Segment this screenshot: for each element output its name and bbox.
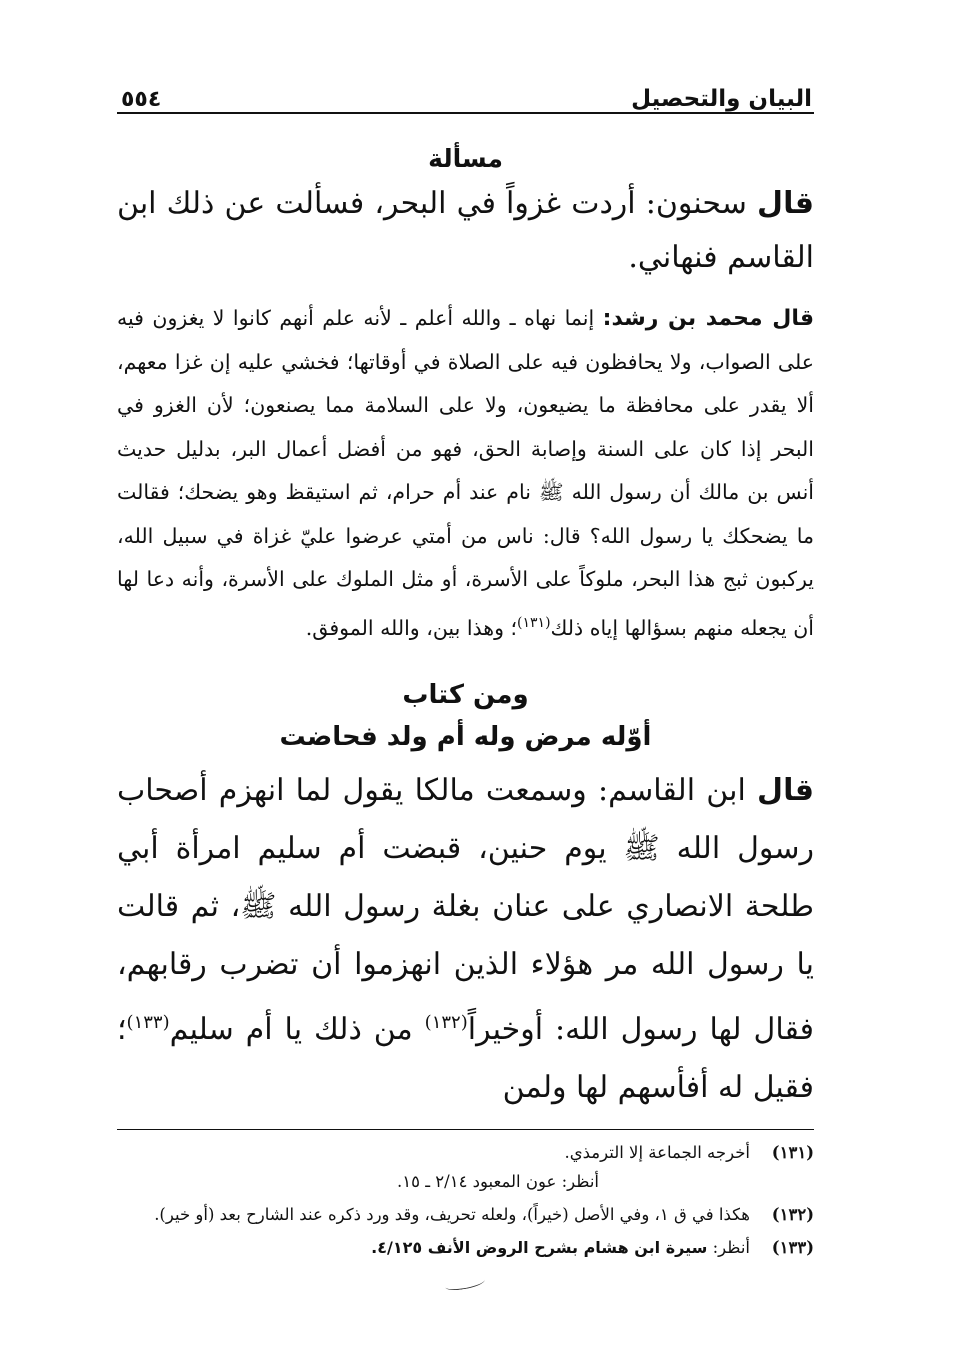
commentary-text: إنما نهاه ـ والله أعلم ـ لأنه علم أنهم كانوا لا يغزون فيه على الصواب، ولا يحافظون فيه على الصلاة في أوقاتها؛ فخشي عليه إن غزا معهم، ألا يقدر على محافظة ما يضيعون، ولا على السلامة مما يصنعون؛ لأن الغزو في البحر إذا كان على السنة وإصابة الحق، فهو من أفضل أعمال البر، بدليل حديث أنس بن مالك أن رسول الله ﷺ نام عند أم حرام، ثم استيقظ وهو يضحك؛ فقالت ما يضحكك يا رسول الله؟ قال: ناس من أمتي عرضوا عليّ غزاة في سبيل الله، يركبون ثبج هذا البحر، ملوكاً على الأسرة، أو مثل الملوك على الأسرة، وأنه دعا لها أن يجعله منهم بسؤالها إياه ذلك <box>117 306 814 640</box>
section-heading-masala: مسألة <box>428 144 503 173</box>
footnote-131 <box>117 1138 814 1167</box>
ibn-qasim-paragraph <box>117 762 814 1117</box>
paragraph-text-3: ؛ فقيل له أفأسهم لها ولمن <box>117 1011 814 1105</box>
footnote-number: (١٣٢) <box>771 1204 814 1224</box>
ibn-rushd-commentary <box>117 297 814 650</box>
commentary-tail: ؛ وهذا بين، والله الموفق. <box>305 615 518 640</box>
book-heading: ومن كتاب <box>402 679 529 710</box>
chapter-heading: أوّله مرض وله أم ولد فحاضت <box>279 721 652 752</box>
sahnun-paragraph <box>117 177 814 285</box>
footnote-divider <box>117 1129 814 1130</box>
footnote-body <box>117 1233 750 1262</box>
footnote-131-line2: أنظر: عون المعبود ٢/١٤ ـ ١٥. <box>396 1171 599 1191</box>
paragraph-text: سحنون: أردت غزواً في البحر، فسألت عن ذلك ابن القاسم فنهاني. <box>117 186 814 275</box>
paragraph-lead: قال <box>757 186 814 221</box>
running-header <box>117 70 814 114</box>
paragraph-text: ابن القاسم: وسمعت مالكا يقول لما انهزم أصحاب رسول الله ﷺ يوم حنين، قبضت أم سليم امرأة أبي طلحة الانصاري على عنان بغلة رسول الله ﷺ، ثم قالت يا رسول الله مر هؤلاء الذين انهزموا أن تضرب رقابهم، فقال لها رسول الله: أوخيراً <box>117 772 814 1047</box>
footnote-text: أخرجه الجماعة إلا الترمذي. <box>564 1142 750 1162</box>
footnote-number: (١٣١) <box>771 1142 814 1162</box>
footnote-132 <box>117 1200 814 1229</box>
footnote-ref-131: (١٣١) <box>517 614 551 631</box>
footnote-ref-133: (١٣٣) <box>126 1011 170 1033</box>
book-page <box>117 70 814 1262</box>
ink-mark <box>444 1275 485 1291</box>
footnote-text: سيرة ابن هشام بشرح الروض الأنف ٤/١٢٥. <box>371 1237 708 1257</box>
footnote-text: هكذا في ق ١، وفي الأصل (خيراً)، ولعله تحريف، وقد ورد ذكره عند الشارح بعد (أو خير). <box>154 1204 750 1224</box>
book-title: البيان والتحصيل <box>631 86 812 112</box>
footnote-ref-132: (١٣٢) <box>424 1011 468 1033</box>
paragraph-text-2: من ذلك يا أم سليم <box>169 1011 425 1047</box>
commentary-lead: قال محمد بن رشد: <box>602 306 814 331</box>
footnotes <box>117 1138 814 1262</box>
paragraph-lead: قال <box>757 772 814 808</box>
page-number: ٥٥٤ <box>121 87 162 112</box>
footnote-133 <box>117 1233 814 1262</box>
footnote-number: (١٣٣) <box>771 1237 814 1257</box>
footnote-prefix: أنظر: <box>707 1237 750 1257</box>
